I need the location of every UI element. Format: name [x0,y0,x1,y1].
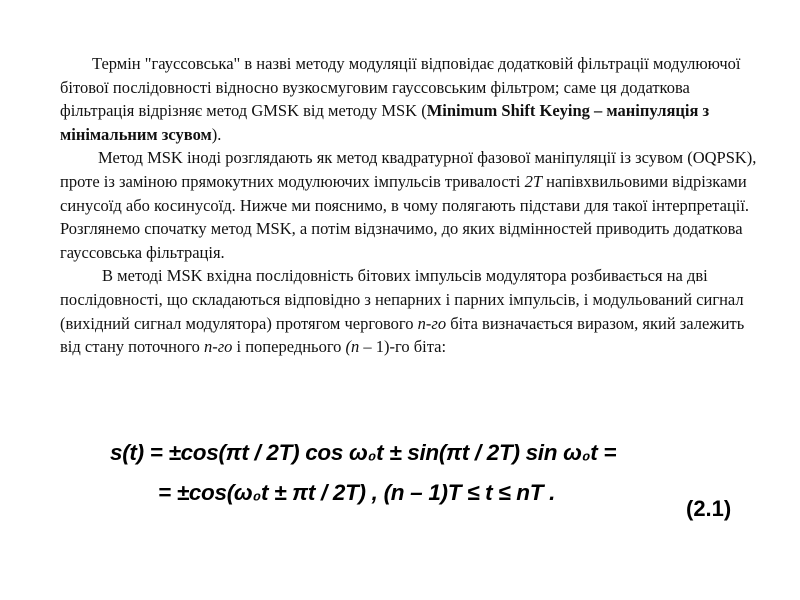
paragraph-text: Метод MSK іноді розглядають як метод квадратурної фазової маніпуляції із зсувом (OQPSK), проте із заміною прямокутних модулюючих імпульсів тривалості [60,148,757,191]
document-body [60,52,760,359]
paragraph-text: – 1)-го біта: [359,337,447,357]
formula-line-1: s(t) = ±cos(πt / 2T) cos ω₀t ± sin(πt / 2T) sin ω₀t = [110,440,617,465]
equation-number: (2.1) [686,496,732,521]
duration-2t: 2T [524,171,543,191]
paragraph-text: ). [211,124,222,144]
paragraph-msk-bits [60,264,760,358]
italic-n-th: n-го [203,337,233,357]
paragraph-text: і попереднього [232,337,346,357]
msk-definition-bold: Minimum Shift Keying – маніпуляція з мінімальним зсувом [60,101,710,144]
italic-n: (n [345,337,360,357]
italic-n-th: n-го [417,313,447,333]
formula-line-2: = ±cos(ω₀t ± πt / 2T) , (n – 1)T ≤ t ≤ nT . [158,480,556,505]
msk-signal-formula [110,440,760,540]
paragraph-gmsk-term [60,52,760,146]
paragraph-msk-oqpsk [60,146,760,264]
paragraph-text: В методі MSK вхідна послідовність бітових імпульсів модулятора розбивається на дві послідовності, що складаються відповідно з непарних і парних імпульсів, і модульований сигнал (вихідний сигнал модулятора) протягом чергового [60,266,744,333]
paragraph-text: біта визначається виразом, який залежить від стану поточного [60,313,745,357]
paragraph-text: напівхвильовими відрізками синусоїд або косинусоїд. Нижче ми пояснимо, в чому полягають підстави для такої інтерпретації. Розглянемо спочатку метод MSK, а потім відзначимо, до яких відмінностей приводить додаткова гауссовська фільтрація. [60,171,750,262]
paragraph-text: Термін "гауссовська" в назві методу модуляції відповідає додатковій фільтрації модулюючої бітової послідовності відносно вузкосмуговим гауссовським фільтром; саме ця додаткова фільтрація відрізняє метод GMSK від методу MSK ( [60,54,741,121]
